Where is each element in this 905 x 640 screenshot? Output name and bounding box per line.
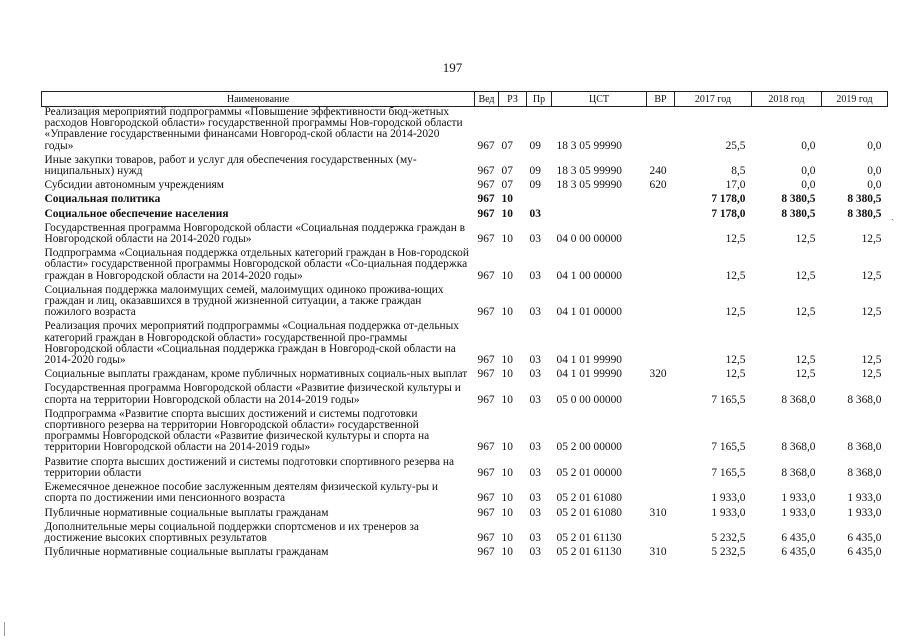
row-2017: 7 165,5 [711,441,746,454]
row-2019: 8 380,5 [847,193,882,206]
table-row [42,544,888,558]
row-name: Реализация прочих мероприятий подпрограммы «Социальная поддержка от-дельных категорий граждан в Новгородской области» государственной про-граммы Новгородской области «Социальная поддержка граждан в Новгород-ской области на 2014-2020 годы» [44,320,459,367]
table-row [42,366,888,380]
table-row [42,282,888,319]
row-2019: 8 380,5 [847,207,882,220]
row-vr [647,454,675,479]
row-vr [647,245,675,282]
row-2018: 6 435,0 [781,546,816,559]
row-vr [647,479,675,504]
row-vr: 310 [649,546,667,559]
row-rz: 07 [501,139,513,152]
row-cst: 18 3 05 99990 [556,165,622,178]
row-ved: 967 [477,506,495,519]
row-vr [647,406,675,454]
row-2019: 8 368,0 [847,393,882,406]
table-body [42,107,888,559]
row-rz: 10 [501,393,513,406]
row-2018: 8 380,5 [781,193,816,206]
row-pr: 03 [529,466,541,479]
header-name: Наименование [42,92,475,107]
row-2017: 7 178,0 [711,193,746,206]
header-vr: ВР [647,92,675,107]
margin-mark: ˏ [891,210,895,221]
row-cst: 05 2 01 61130 [556,531,622,544]
row-rz: 10 [501,531,513,544]
row-name: Социальные выплаты гражданам, кроме публичных нормативных социаль-ных выплат [44,368,468,381]
table-header [42,92,888,107]
row-pr [527,191,552,205]
row-cst: 04 1 00 00000 [556,269,622,282]
row-rz: 10 [501,269,513,282]
budget-table [41,91,888,558]
header-2017: 2017 год [675,92,752,107]
row-ved: 967 [477,354,495,367]
row-rz: 07 [501,179,513,192]
row-2017: 12,5 [725,354,746,367]
row-2019: 6 435,0 [847,531,882,544]
row-rz: 10 [501,492,513,505]
row-2019: 12,5 [861,354,882,367]
table-row [42,505,888,519]
row-2019: 12,5 [861,269,882,282]
row-name: Публичные нормативные социальные выплаты гражданам [44,546,329,559]
row-ved: 967 [477,269,495,282]
row-2018: 1 933,0 [781,492,816,505]
row-rz: 10 [501,466,513,479]
table-row [42,191,888,205]
table-row [42,380,888,405]
row-cst [552,191,647,205]
row-pr: 03 [529,506,541,519]
row-2018: 12,5 [795,368,816,381]
row-rz: 10 [501,233,513,246]
row-ved: 967 [477,165,495,178]
row-2018: 12,5 [795,233,816,246]
row-2019: 1 933,0 [847,506,882,519]
row-vr [647,519,675,544]
row-ved: 967 [477,466,495,479]
row-pr: 03 [529,531,541,544]
table-row [42,107,888,152]
row-2018: 8 368,0 [781,393,816,406]
row-ved: 967 [477,531,495,544]
row-pr: 03 [529,492,541,505]
row-pr: 03 [529,207,541,220]
header-pr: Пр [527,92,552,107]
row-pr: 03 [529,441,541,454]
row-name: Социальная поддержка малоимущих семей, малоимущих одиноко прожива-ющих граждан и лиц, оказавшихся в трудной жизненной ситуации, а также граждан пожилого возраста [44,283,444,319]
row-vr [647,318,675,366]
row-cst: 04 1 01 00000 [556,306,622,319]
budget-table-container [41,91,887,558]
header-2018: 2018 год [752,92,822,107]
row-cst: 04 1 01 99990 [556,368,622,381]
header-cst: ЦСТ [552,92,647,107]
row-vr [647,191,675,205]
row-pr: 09 [529,139,541,152]
row-cst: 04 1 01 99990 [556,354,622,367]
table-row [42,479,888,504]
row-cst: 05 2 01 61130 [556,546,622,559]
row-2018: 8 368,0 [781,441,816,454]
row-vr: 620 [649,179,667,192]
row-ved: 967 [477,233,495,246]
row-2017: 12,5 [725,269,746,282]
row-rz: 07 [501,165,513,178]
row-2018: 12,5 [795,354,816,367]
row-rz: 10 [501,207,513,220]
row-ved: 967 [477,139,495,152]
row-ved: 967 [477,546,495,559]
row-2017: 5 232,5 [711,531,746,544]
row-2018: 0,0 [801,165,816,178]
table-row [42,220,888,245]
row-2019: 0,0 [867,179,882,192]
table-row [42,318,888,366]
page-number: 197 [442,60,463,75]
row-ved: 967 [477,393,495,406]
row-name: Субсидии автономным учреждениям [44,179,224,192]
table-row [42,519,888,544]
row-cst: 18 3 05 99990 [556,139,622,152]
row-name: Реализация мероприятий подпрограммы «Повышение эффективности бюд-жетных расходов Новгородской области» государственной программы Нов-городской области «Управление государственными финансами Новгород-ской области на 2014-2020 годы» [44,106,463,152]
header-rz: РЗ [499,92,527,107]
row-2019: 6 435,0 [847,546,882,559]
row-vr: 240 [649,165,667,178]
row-2017: 12,5 [725,306,746,319]
page-edge-mark [4,622,5,636]
row-name: Публичные нормативные социальные выплаты гражданам [44,506,329,519]
row-pr: 09 [529,179,541,192]
row-2018: 12,5 [795,269,816,282]
row-2018: 6 435,0 [781,531,816,544]
row-name: Социальное обеспечение населения [44,207,229,220]
row-name: Иные закупки товаров, работ и услуг для обеспечения государственных (му-ниципальных) нужд [44,153,417,178]
row-cst: 05 2 01 00000 [556,466,622,479]
header-2019: 2019 год [822,92,888,107]
table-row [42,406,888,454]
row-pr: 09 [529,165,541,178]
table-row [42,206,888,220]
row-ved: 967 [477,306,495,319]
row-2019: 12,5 [861,306,882,319]
row-ved: 967 [477,492,495,505]
row-vr [647,282,675,319]
row-cst: 04 0 00 00000 [556,233,622,246]
row-pr: 03 [529,354,541,367]
row-2017: 1 933,0 [711,492,746,505]
row-2019: 1 933,0 [847,492,882,505]
row-rz: 10 [501,441,513,454]
row-rz: 10 [501,368,513,381]
row-vr [647,206,675,220]
table-row [42,152,888,177]
row-2017: 1 933,0 [711,506,746,519]
row-2019: 12,5 [861,233,882,246]
row-ved: 967 [477,193,495,206]
row-cst: 05 2 01 61080 [556,492,622,505]
row-cst [552,206,647,220]
row-2017: 7 178,0 [711,207,746,220]
table-row [42,245,888,282]
row-2019: 8 368,0 [847,441,882,454]
row-name: Подпрограмма «Развитие спорта высших достижений и системы подготовки спортивного резерва на территории Новгородской области» государственной программы Новгородской области «Развитие физической культуры и спорта на территории Новгородской области на 2014-2019 годы» [44,407,430,454]
header-ved: Вед [475,92,499,107]
row-vr [647,220,675,245]
row-2017: 12,5 [725,233,746,246]
row-ved: 967 [477,179,495,192]
row-2018: 8 380,5 [781,207,816,220]
row-2017: 12,5 [725,368,746,381]
row-rz: 10 [501,354,513,367]
row-cst: 05 2 01 61080 [556,506,622,519]
row-cst: 05 0 00 00000 [556,393,622,406]
row-name: Ежемесячное денежное пособие заслуженным деятелям физической культу-ры и спорта по достижении ими пенсионного возраста [44,481,438,505]
row-vr [647,380,675,405]
row-pr: 03 [529,269,541,282]
row-rz: 10 [501,506,513,519]
row-name: Государственная программа Новгородской области «Социальная поддержка граждан в Новгородской области на 2014-2020 годы» [44,221,466,246]
row-2017: 17,0 [725,179,746,192]
row-pr: 03 [529,393,541,406]
row-name: Развитие спорта высших достижений и системы подготовки спортивного резерва на территории области [44,455,455,479]
row-2018: 0,0 [801,139,816,152]
row-vr: 320 [649,368,667,381]
table-row [42,177,888,191]
row-2019: 0,0 [867,165,882,178]
row-rz: 10 [501,306,513,319]
row-cst: 18 3 05 99990 [556,179,622,192]
row-name: Государственная программа Новгородской области «Развитие физической культуры и спорта на территории Новгородской области на 2014-2019 годы» [44,382,461,406]
row-2017: 5 232,5 [711,546,746,559]
row-vr [647,107,675,152]
row-pr: 03 [529,306,541,319]
row-2017: 25,5 [725,139,746,152]
row-2019: 8 368,0 [847,466,882,479]
row-name: Дополнительные меры социальной поддержки спортсменов и их тренеров за достижение высоких спортивных результатов [44,520,419,544]
row-2018: 12,5 [795,306,816,319]
row-ved: 967 [477,207,495,220]
row-2018: 1 933,0 [781,506,816,519]
row-pr: 03 [529,546,541,559]
row-ved: 967 [477,441,495,454]
row-rz: 10 [501,193,513,206]
row-rz: 10 [501,546,513,559]
row-cst: 05 2 00 00000 [556,441,622,454]
row-2019: 0,0 [867,139,882,152]
row-2017: 8,5 [731,165,746,178]
row-2019: 12,5 [861,368,882,381]
row-2017: 7 165,5 [711,393,746,406]
row-pr: 03 [529,233,541,246]
row-name: Социальная политика [44,193,161,206]
table-row [42,454,888,479]
row-2018: 8 368,0 [781,466,816,479]
row-ved: 967 [477,368,495,381]
row-name: Подпрограмма «Социальная поддержка отдельных категорий граждан в Нов-городской области» государственной программы Новгородской области «Со-циальная поддержка граждан в Новгородской области на 2014-2020 годы» [44,247,469,282]
row-2017: 7 165,5 [711,466,746,479]
row-2018: 0,0 [801,179,816,192]
row-pr: 03 [529,368,541,381]
row-vr: 310 [649,506,667,519]
